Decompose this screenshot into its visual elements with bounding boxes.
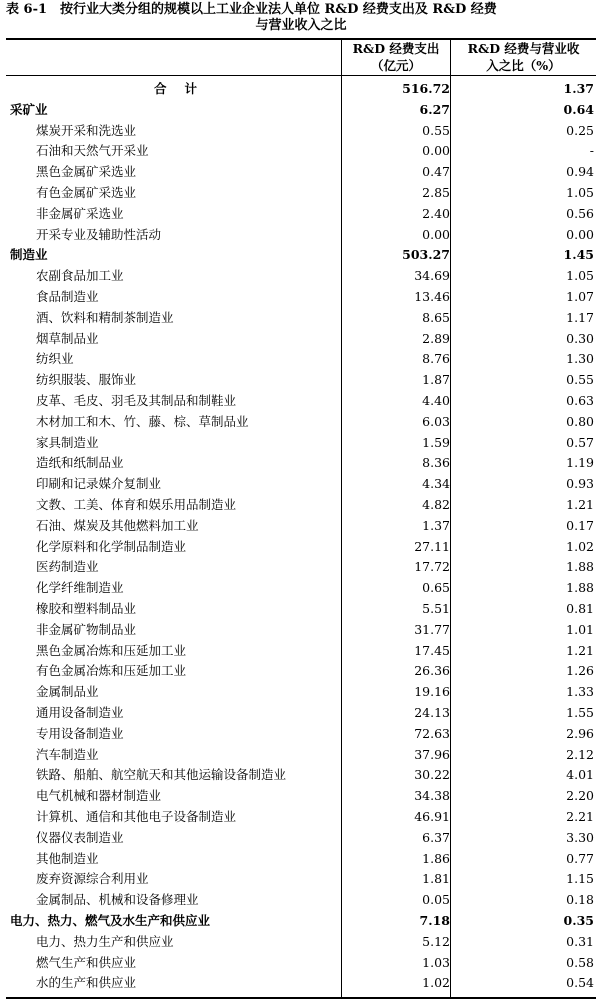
- rd-ratio-value: 1.07: [566, 289, 594, 304]
- rd-ratio-value: 1.15: [566, 871, 594, 887]
- row-label: 橡胶和塑料制品业: [36, 601, 137, 616]
- rd-ratio-value: 0.94: [566, 164, 594, 180]
- table-row: [6, 79, 596, 100]
- rd-expenditure-value: 72.63: [414, 725, 450, 741]
- rd-expenditure-value: 34.38: [414, 788, 450, 804]
- rd-ratio-value: 4.01: [566, 767, 594, 783]
- rd-ratio-value: 3.30: [566, 829, 594, 845]
- table-row: [6, 911, 596, 932]
- table-row: [6, 703, 596, 724]
- table-row: [6, 245, 596, 266]
- row-label: 木材加工和木、竹、藤、棕、草制品业: [36, 413, 249, 429]
- row-label: 非金属矿采选业: [36, 205, 124, 221]
- table-row: [6, 349, 596, 370]
- rd-ratio-value: 1.55: [566, 705, 594, 720]
- rd-ratio-value: 0.56: [566, 205, 594, 221]
- rd-expenditure-value: 0.00: [422, 226, 450, 242]
- row-label: 皮革、毛皮、羽毛及其制品和制鞋业: [36, 393, 237, 408]
- row-label: 纺织服装、服饰业: [36, 372, 137, 388]
- row-label: 仪器仪表制造业: [36, 829, 124, 845]
- rd-expenditure-value: 37.96: [414, 746, 450, 762]
- table-row: [6, 162, 596, 183]
- rd-expenditure-value: 1.86: [422, 850, 450, 866]
- table-row: [6, 932, 596, 953]
- rd-ratio-value: 0.17: [566, 517, 594, 533]
- table-row: [6, 557, 596, 578]
- row-label: 计算机、通信和其他电子设备制造业: [36, 809, 237, 824]
- table-row: [6, 890, 596, 911]
- row-label: 造纸和纸制品业: [36, 455, 124, 471]
- table-row: [6, 433, 596, 454]
- table-row: [6, 599, 596, 620]
- rd-ratio-value: 0.93: [566, 476, 594, 492]
- table-row: [6, 474, 596, 495]
- rd-ratio-value: 1.21: [566, 642, 594, 658]
- rd-expenditure-value: 6.27: [419, 101, 450, 117]
- rd-ratio-value: 0.35: [563, 913, 594, 928]
- row-label: 文教、工美、体育和娱乐用品制造业: [36, 497, 237, 512]
- rd-ratio-value: 0.77: [566, 850, 594, 866]
- rd-ratio-value: 1.26: [566, 663, 594, 679]
- bottom-rule: [6, 997, 596, 999]
- table-row: [6, 578, 596, 599]
- table-row: [6, 495, 596, 516]
- table-row: [6, 100, 596, 121]
- rd-expenditure-value: 7.18: [419, 913, 450, 928]
- table-row: [6, 973, 596, 994]
- table-row: [6, 308, 596, 329]
- table-row: [6, 682, 596, 703]
- row-label: 家具制造业: [36, 434, 99, 450]
- table-row: [6, 724, 596, 745]
- rd-expenditure-value: 8.36: [422, 455, 450, 471]
- table-row: [6, 370, 596, 391]
- row-label: 电力、热力、燃气及水生产和供应业: [10, 913, 211, 928]
- rd-expenditure-value: 1.03: [422, 954, 450, 970]
- row-label: 食品制造业: [36, 289, 99, 304]
- rd-ratio-value: 1.05: [566, 268, 594, 284]
- table-row: [6, 620, 596, 641]
- rd-expenditure-value: 1.87: [422, 372, 450, 388]
- row-label: 黑色金属冶炼和压延加工业: [36, 642, 187, 658]
- rd-expenditure-value: 0.00: [422, 143, 450, 159]
- rd-ratio-value: 0.00: [566, 226, 594, 242]
- table-row: [6, 807, 596, 828]
- rd-ratio-value: 1.45: [563, 247, 594, 263]
- table-row: [6, 183, 596, 204]
- rd-expenditure-value: 26.36: [414, 663, 450, 679]
- table-row: [6, 412, 596, 433]
- row-label: 化学纤维制造业: [36, 580, 124, 596]
- rd-ratio-value: 0.30: [566, 330, 594, 346]
- rd-ratio-value: 0.81: [566, 601, 594, 616]
- rd-ratio-value: 1.30: [566, 351, 594, 367]
- table-row: [6, 537, 596, 558]
- row-label: 煤炭开采和洗选业: [36, 122, 137, 138]
- row-label: 通用设备制造业: [36, 705, 124, 720]
- table-row: [6, 391, 596, 412]
- rd-expenditure-value: 17.45: [414, 642, 450, 658]
- table-row: [6, 828, 596, 849]
- rd-ratio-value: 1.19: [566, 455, 594, 471]
- rd-expenditure-value: 17.72: [414, 559, 450, 575]
- table-row: [6, 849, 596, 870]
- row-label: 电力、热力生产和供应业: [36, 933, 174, 949]
- row-label: 金属制品业: [36, 684, 99, 700]
- rd-ratio-value: 0.54: [566, 975, 594, 991]
- row-label: 石油、煤炭及其他燃料加工业: [36, 517, 199, 533]
- rd-ratio-value: 1.01: [566, 621, 594, 637]
- rd-expenditure-value: 2.85: [422, 185, 450, 200]
- table-row: [6, 745, 596, 766]
- table-title-line-2: 与营业收入之比: [255, 18, 347, 33]
- row-label: 有色金属冶炼和压延加工业: [36, 663, 187, 679]
- table-row: [6, 204, 596, 225]
- rd-expenditure-value: 4.82: [422, 497, 450, 512]
- row-label: 开采专业及辅助性活动: [36, 226, 162, 242]
- rd-ratio-value: 0.57: [566, 434, 594, 450]
- rd-expenditure-value: 30.22: [414, 767, 450, 783]
- row-label: 采矿业: [10, 101, 48, 117]
- rd-ratio-value: 1.33: [566, 684, 594, 700]
- rd-ratio-value: 2.21: [566, 809, 594, 824]
- rd-ratio-value: 0.25: [566, 122, 594, 138]
- rd-ratio-value: 1.37: [563, 81, 594, 96]
- table-row: [6, 266, 596, 287]
- rd-expenditure-value: 2.89: [422, 330, 450, 346]
- rd-ratio-value: 2.12: [566, 746, 594, 762]
- rd-ratio-value: 1.21: [566, 497, 594, 512]
- rd-expenditure-value: 31.77: [414, 621, 450, 637]
- rd-ratio-value: 1.05: [566, 185, 594, 200]
- table-title-line-1: 表 6-1 按行业大类分组的规模以上工业企业法人单位 R&D 经费支出及 R&D 经费: [6, 2, 497, 17]
- row-label: 专用设备制造业: [36, 725, 124, 741]
- table-row: [6, 141, 596, 162]
- rd-ratio-value: 0.55: [566, 372, 594, 388]
- row-label: 汽车制造业: [36, 746, 99, 762]
- rd-expenditure-value: 0.05: [422, 892, 450, 908]
- rd-expenditure-value: 5.51: [422, 601, 450, 616]
- rd-expenditure-value: 1.37: [422, 517, 450, 533]
- rd-expenditure-value: 6.03: [422, 413, 450, 429]
- rd-expenditure-value: 1.02: [422, 975, 450, 991]
- rd-ratio-value: 0.64: [563, 101, 594, 117]
- row-label: 印刷和记录媒介复制业: [36, 476, 162, 492]
- rd-expenditure-value: 27.11: [414, 538, 450, 554]
- row-label: 铁路、船舶、航空航天和其他运输设备制造业: [36, 767, 287, 783]
- row-label: 化学原料和化学制品制造业: [36, 538, 187, 554]
- rd-expenditure-value: 6.37: [422, 829, 450, 845]
- row-label: 合计: [154, 81, 216, 96]
- table-row: [6, 953, 596, 974]
- rd-expenditure-value: 46.91: [414, 809, 450, 824]
- table-row: [6, 121, 596, 142]
- rd-expenditure-value: 516.72: [402, 81, 450, 96]
- rd-ratio-value: 0.80: [566, 413, 594, 429]
- rd-expenditure-value: 0.65: [422, 580, 450, 596]
- column-header-rd-ratio: R&D 经费与营业收 入之比（%）: [467, 41, 580, 73]
- row-label: 医药制造业: [36, 559, 99, 575]
- rd-ratio-value: 2.20: [566, 788, 594, 804]
- rd-ratio-value: 0.58: [566, 954, 594, 970]
- row-label: 水的生产和供应业: [36, 975, 137, 991]
- rd-expenditure-value: 4.40: [422, 393, 450, 408]
- rd-expenditure-value: 4.34: [422, 476, 450, 492]
- rd-expenditure-value: 8.76: [422, 351, 450, 367]
- row-label: 石油和天然气开采业: [36, 143, 149, 159]
- table-row: [6, 287, 596, 308]
- rd-expenditure-value: 0.55: [422, 122, 450, 138]
- row-label: 废弃资源综合利用业: [36, 871, 149, 887]
- rd-ratio-value: 2.96: [566, 725, 594, 741]
- rd-ratio-value: 0.63: [566, 393, 594, 408]
- table-row: [6, 869, 596, 890]
- table-row: [6, 661, 596, 682]
- rd-ratio-value: -: [589, 143, 594, 159]
- table-title: [6, 2, 596, 34]
- rd-ratio-value: 1.02: [566, 538, 594, 554]
- table-row: [6, 765, 596, 786]
- table-row: [6, 329, 596, 350]
- row-label: 酒、饮料和精制茶制造业: [36, 309, 174, 325]
- column-header-rd-expenditure: R&D 经费支出 （亿元）: [352, 41, 440, 73]
- rd-expenditure-value: 8.65: [422, 309, 450, 325]
- rd-expenditure-value: 0.47: [422, 164, 450, 180]
- rd-ratio-value: 0.18: [566, 892, 594, 908]
- row-label: 燃气生产和供应业: [36, 954, 137, 970]
- table-row: [6, 453, 596, 474]
- rd-expenditure-value: 503.27: [402, 247, 450, 263]
- rd-ratio-value: 1.17: [566, 309, 594, 325]
- rd-expenditure-value: 19.16: [414, 684, 450, 700]
- table-row: [6, 225, 596, 246]
- rd-expenditure-value: 34.69: [414, 268, 450, 284]
- rd-expenditure-value: 2.40: [422, 205, 450, 221]
- rd-ratio-value: 1.88: [566, 559, 594, 575]
- row-label: 制造业: [10, 247, 48, 263]
- table-row: [6, 641, 596, 662]
- row-label: 烟草制品业: [36, 330, 99, 346]
- row-label: 有色金属矿采选业: [36, 185, 137, 200]
- rd-expenditure-value: 13.46: [414, 289, 450, 304]
- rd-expenditure-value: 1.81: [422, 871, 450, 887]
- rd-expenditure-value: 24.13: [414, 705, 450, 720]
- row-label: 农副食品加工业: [36, 268, 124, 284]
- rd-ratio-value: 1.88: [566, 580, 594, 596]
- rd-expenditure-value: 5.12: [422, 933, 450, 949]
- table-row: [6, 786, 596, 807]
- row-label: 电气机械和器材制造业: [36, 788, 162, 804]
- row-label: 其他制造业: [36, 850, 99, 866]
- header-rule: [6, 75, 596, 76]
- rd-expenditure-value: 1.59: [422, 434, 450, 450]
- row-label: 非金属矿物制品业: [36, 621, 137, 637]
- rd-ratio-value: 0.31: [566, 933, 594, 949]
- table-row: [6, 516, 596, 537]
- row-label: 金属制品、机械和设备修理业: [36, 892, 199, 908]
- row-label: 纺织业: [36, 351, 74, 367]
- row-label: 黑色金属矿采选业: [36, 164, 137, 180]
